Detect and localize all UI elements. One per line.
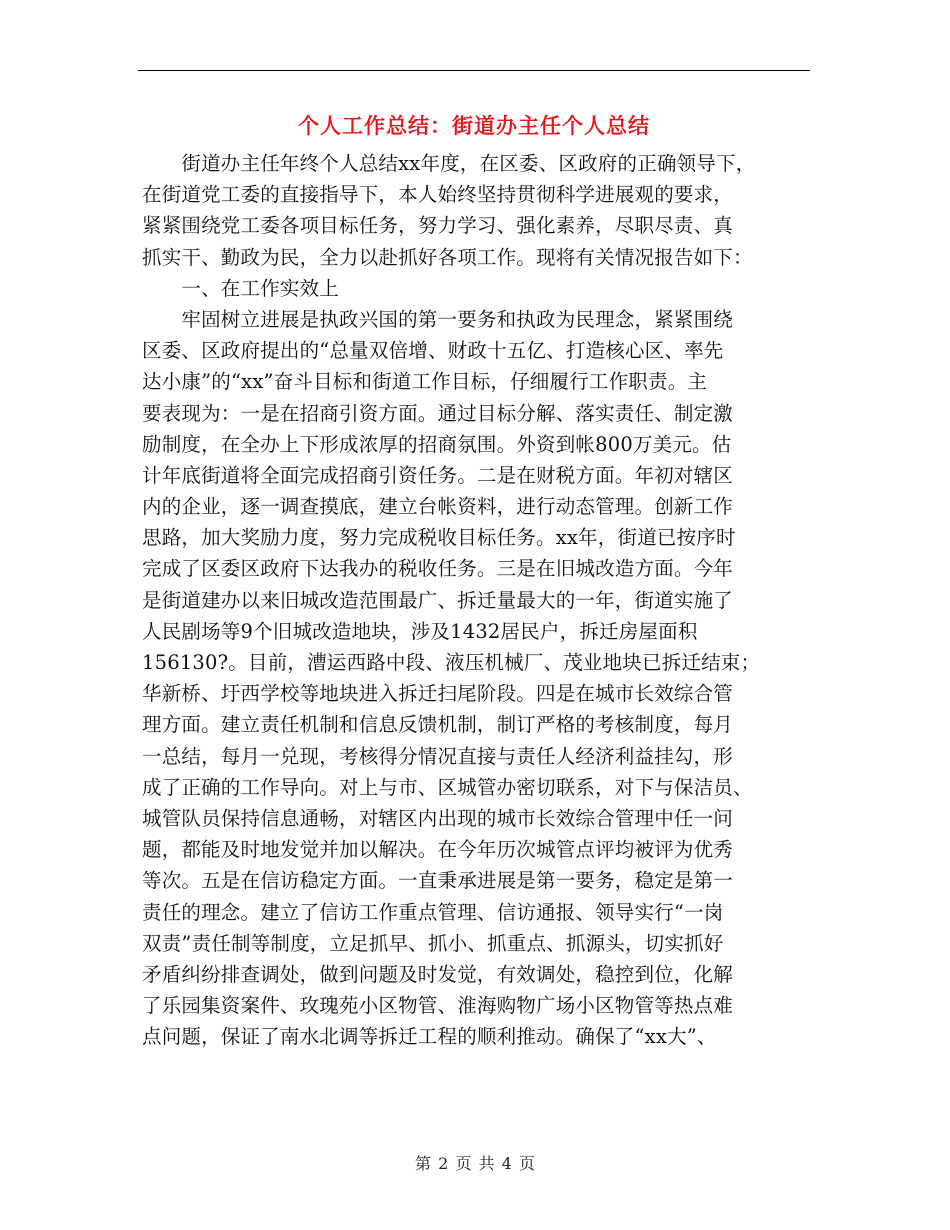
body-line: 人民剧场等9个旧城改造地块，涉及1432居民户，拆迁房屋面积	[142, 619, 698, 643]
page-number-footer	[0, 1152, 950, 1176]
body-line: 励制度，在全办上下形成浓厚的招商氛围。外资到帐800万美元。估	[142, 432, 732, 456]
body-line: 紧紧围绕党工委各项目标任务，努力学习、强化素养，尽职尽责、真	[142, 214, 734, 238]
header-rule	[138, 70, 810, 71]
body-line: 点问题，保证了南水北调等拆迁工程的顺利推动。确保了“xx大”、	[142, 1025, 717, 1049]
footer-total-word: 共	[478, 1154, 495, 1173]
body-line: 思路，加大奖励力度，努力完成税收目标任务。xx年，街道已按序时	[142, 526, 736, 550]
footer-suffix: 页	[518, 1154, 535, 1173]
body-line: 完成了区委区政府下达我办的税收任务。三是在旧城改造方面。今年	[142, 557, 734, 581]
body-line: 内的企业，逐一调查摸底，建立台帐资料，进行动态管理。创新工作	[142, 495, 734, 519]
body-line: 街道办主任年终个人总结xx年度，在区委、区政府的正确领导下，	[142, 152, 756, 175]
section-heading: 一、在工作实效上	[142, 276, 340, 300]
body-line: 要表现为：一是在招商引资方面。通过目标分解、落实责任、制定激	[142, 401, 734, 425]
body-line: 计年底街道将全面完成招商引资任务。二是在财税方面。年初对辖区	[142, 463, 734, 487]
body-line: 一总结，每月一兑现，考核得分情况直接与责任人经济利益挂勾，形	[142, 744, 734, 768]
current-page-number: 2	[438, 1154, 449, 1173]
body-line: 责任的理念。建立了信访工作重点管理、信访通报、领导实行“一岗	[142, 900, 724, 924]
body-line: 双责”责任制等制度，立足抓早、抓小、抓重点、抓源头，切实抓好	[142, 931, 724, 955]
body-line: 等次。五是在信访稳定方面。一直秉承进展是第一要务，稳定是第一	[142, 869, 734, 893]
body-line: 华新桥、圩西学校等地块进入拆迁扫尾阶段。四是在城市长效综合管	[142, 682, 734, 706]
body-line: 达小康”的“xx”奋斗目标和街道工作目标，仔细履行工作职责。主	[142, 370, 708, 394]
body-line: 区委、区政府提出的“总量双倍增、财政十五亿、打造核心区、率先	[142, 339, 724, 363]
body-line: 在街道党工委的直接指导下，本人始终坚持贯彻科学进展观的要求，	[142, 183, 734, 207]
body-line: 城管队员保持信息通畅，对辖区内出现的城市长效综合管理中任一问	[142, 806, 734, 830]
document-body	[142, 148, 814, 1052]
body-line: 理方面。建立责任机制和信息反馈机制，制订严格的考核制度，每月	[142, 713, 734, 737]
body-line: 题，都能及时地发觉并加以解决。在今年历次城管点评均被评为优秀	[142, 838, 734, 862]
footer-prefix: 第	[415, 1154, 432, 1173]
total-pages-number: 4	[501, 1154, 512, 1173]
body-line: 156130?。目前，漕运西路中段、液压机械厂、茂业地块已拆迁结束；	[142, 651, 761, 674]
body-line: 是街道建办以来旧城改造范围最广、拆迁量最大的一年，街道实施了	[142, 588, 734, 612]
footer-page-word: 页	[455, 1154, 472, 1173]
body-line: 牢固树立进展是执政兴国的第一要务和执政为民理念，紧紧围绕	[142, 307, 734, 331]
body-line: 了乐园集资案件、玫瑰苑小区物管、淮海购物广场小区物管等热点难	[142, 994, 734, 1018]
body-line: 抓实干、勤政为民，全力以赴抓好各项工作。现将有关情况报告如下：	[142, 245, 753, 269]
body-line: 矛盾纠纷排查调处，做到问题及时发觉，有效调处，稳控到位，化解	[142, 962, 734, 986]
body-line: 成了正确的工作导向。对上与市、区城管办密切联系，对下与保洁员、	[142, 775, 753, 799]
document-title: 个人工作总结：街道办主任个人总结	[298, 114, 650, 138]
